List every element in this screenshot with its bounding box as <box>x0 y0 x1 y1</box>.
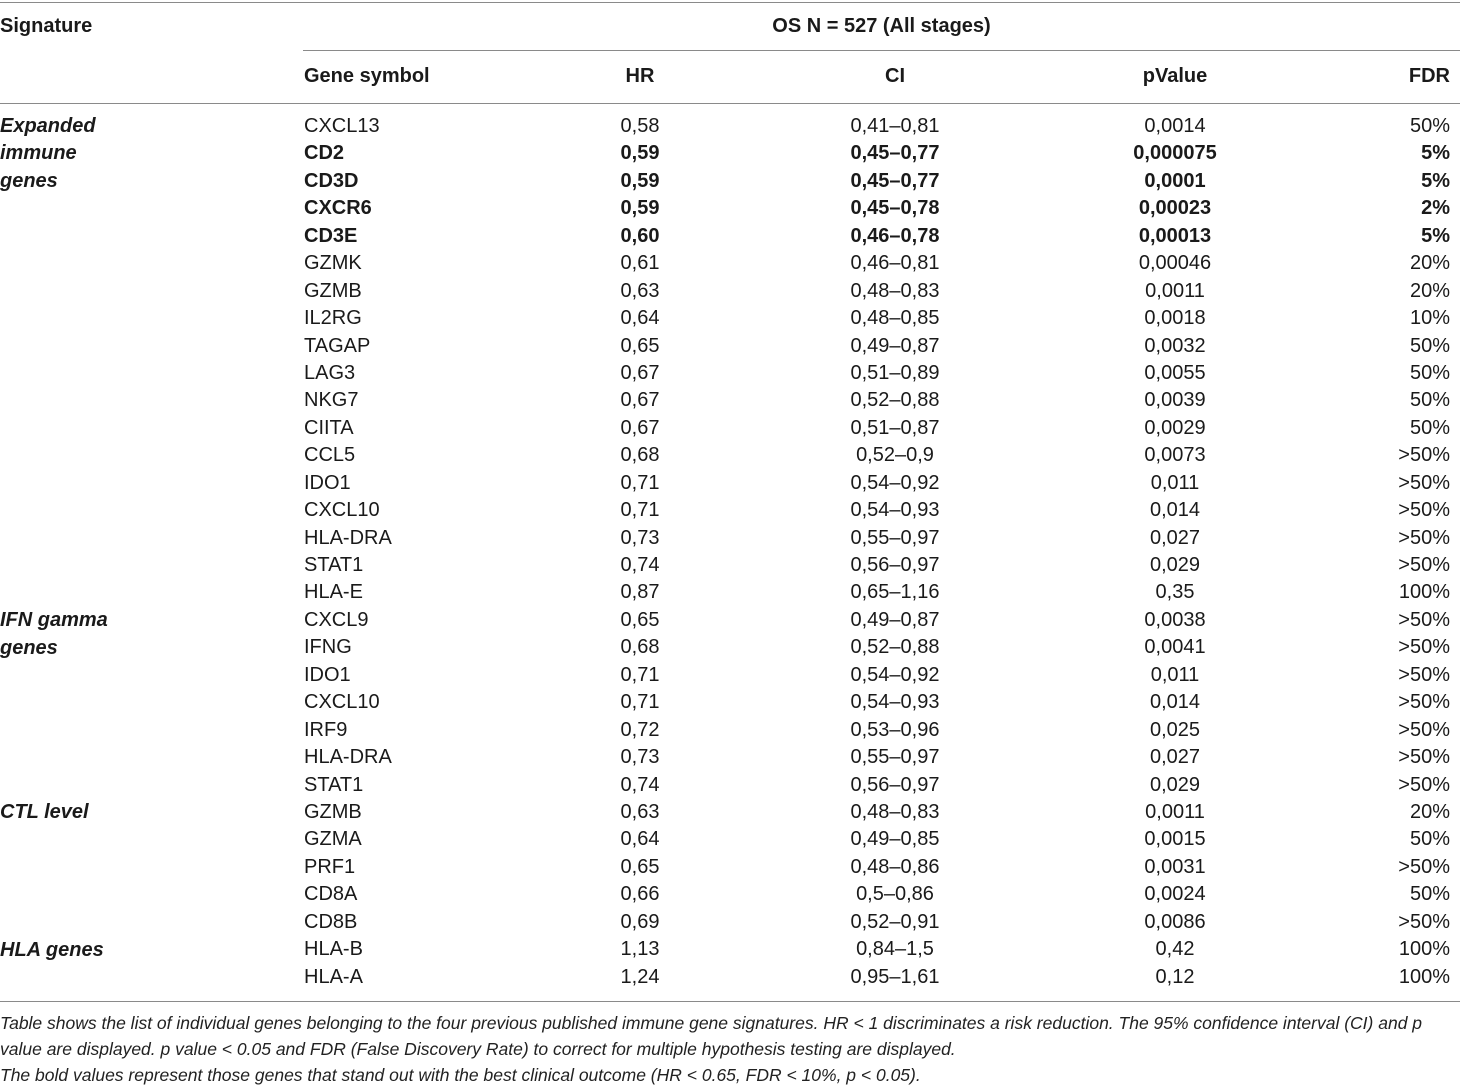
fdr-cell: >50% <box>1398 526 1450 549</box>
gene-symbol-cell: CD3E <box>304 224 358 247</box>
table-row <box>0 250 1460 277</box>
table-row <box>0 278 1460 305</box>
table-row <box>0 607 1460 634</box>
pvalue-cell: 0,0031 <box>1144 855 1206 878</box>
table-row <box>0 387 1460 414</box>
ci-cell: 0,52–0,88 <box>850 389 940 412</box>
hr-cell: 0,74 <box>620 773 660 796</box>
fdr-cell: 50% <box>1409 361 1450 384</box>
hr-cell: 0,68 <box>620 444 660 467</box>
gene-symbol-cell: CXCL10 <box>304 691 380 714</box>
table-row <box>0 579 1460 606</box>
hr-cell: 0,59 <box>620 197 660 220</box>
hr-cell: 0,87 <box>620 581 660 604</box>
table-row <box>0 195 1460 222</box>
pvalue-cell: 0,025 <box>1149 718 1201 741</box>
ci-cell: 0,54–0,92 <box>850 471 940 494</box>
signature-label-line: genes <box>0 169 58 192</box>
table-row <box>0 662 1460 689</box>
table-row <box>0 881 1460 908</box>
gene-symbol-cell: CXCL9 <box>304 608 369 631</box>
table-row <box>0 223 1460 250</box>
gene-symbol-cell: IL2RG <box>304 307 362 330</box>
pvalue-cell: 0,0001 <box>1144 169 1206 192</box>
table-row <box>0 552 1460 579</box>
gene-symbol-cell: HLA-DRA <box>304 526 392 549</box>
pvalue-cell: 0,014 <box>1149 691 1201 714</box>
fdr-cell: >50% <box>1398 636 1450 659</box>
signature-label-line: immune <box>0 142 77 165</box>
hr-cell: 0,71 <box>620 691 660 714</box>
table-row <box>0 936 1460 963</box>
ci-cell: 0,48–0,83 <box>850 279 940 302</box>
fdr-cell: >50% <box>1398 663 1450 686</box>
pvalue-cell: 0,00013 <box>1138 224 1212 247</box>
ci-cell: 0,53–0,96 <box>850 718 940 741</box>
ci-cell: 0,41–0,81 <box>850 115 940 137</box>
table-row <box>0 140 1460 167</box>
table-row <box>0 799 1460 826</box>
pvalue-cell: 0,027 <box>1149 746 1201 769</box>
pvalue-cell: 0,011 <box>1150 663 1200 686</box>
gene-symbol-cell: GZMB <box>304 279 362 302</box>
gene-symbol-cell: HLA-A <box>304 965 363 988</box>
gene-symbol-cell: CCL5 <box>304 444 356 467</box>
table-row <box>0 964 1460 991</box>
pvalue-cell: 0,0086 <box>1144 910 1206 933</box>
ci-cell: 0,84–1,5 <box>856 938 934 961</box>
table-row <box>0 689 1460 716</box>
hr-cell: 1,13 <box>620 938 660 961</box>
table-row <box>0 854 1460 881</box>
fdr-cell: 20% <box>1409 800 1450 823</box>
ci-header: CI <box>885 65 905 87</box>
gene-symbol-cell: CD2 <box>304 142 345 165</box>
table-row <box>0 305 1460 332</box>
table-row <box>0 168 1460 195</box>
fdr-cell: 5% <box>1421 224 1450 247</box>
gene-symbol-cell: HLA-B <box>304 938 363 961</box>
signature-group-label <box>0 113 160 195</box>
footnote-line-1: Table shows the list of individual genes belonging to the four previous published immune gene signatures. HR < 1 discriminates a risk reduction. The 95% confidence interval (CI) and p value are displayed. p value < 0.05 and FDR (False Discovery Rate) to correct for multiple hypothesis testing are displayed. <box>0 1013 1423 1059</box>
top-rule <box>0 2 1460 3</box>
fdr-cell: 100% <box>1398 581 1450 604</box>
table-row <box>0 415 1460 442</box>
hr-cell: 0,74 <box>620 554 660 576</box>
pvalue-cell: 0,0011 <box>1145 279 1205 302</box>
gene-symbol-cell: STAT1 <box>304 554 364 576</box>
pvalue-cell: 0,0015 <box>1144 828 1206 851</box>
signature-label-line: genes <box>0 636 58 659</box>
ci-cell: 0,54–0,93 <box>850 499 940 522</box>
signature-label-line: IFN gamma <box>0 609 108 632</box>
pvalue-cell: 0,0038 <box>1144 608 1206 631</box>
signature-label-line: Expanded <box>0 115 96 137</box>
gene-symbol-cell: HLA-DRA <box>304 746 392 769</box>
table-row <box>0 113 1460 140</box>
hr-cell: 0,63 <box>620 800 660 823</box>
table-row <box>0 634 1460 661</box>
fdr-cell: 50% <box>1409 828 1450 851</box>
pvalue-cell: 0,42 <box>1155 938 1195 961</box>
pvalue-cell: 0,0029 <box>1144 416 1206 439</box>
gene-symbol-cell: CIITA <box>304 416 354 439</box>
os-header-rule <box>303 50 1460 51</box>
ci-cell: 0,48–0,83 <box>850 800 940 823</box>
fdr-cell: >50% <box>1398 773 1450 796</box>
fdr-cell: 100% <box>1398 938 1450 961</box>
table-row <box>0 744 1460 771</box>
fdr-cell: >50% <box>1398 691 1450 714</box>
fdr-cell: 20% <box>1409 279 1450 302</box>
gene-symbol-cell: GZMA <box>304 828 362 851</box>
hr-cell: 0,65 <box>620 608 660 631</box>
hr-cell: 0,65 <box>620 855 660 878</box>
table-row <box>0 772 1460 799</box>
fdr-cell: 50% <box>1409 334 1450 357</box>
gene-symbol-cell: TAGAP <box>304 334 371 357</box>
pvalue-cell: 0,00023 <box>1138 197 1212 220</box>
table-row <box>0 333 1460 360</box>
gene-symbol-cell: IDO1 <box>304 663 351 686</box>
gene-symbol-cell: CXCR6 <box>304 197 372 220</box>
pvalue-cell: 0,0041 <box>1144 636 1206 659</box>
gene-symbol-cell: LAG3 <box>304 361 356 384</box>
hr-cell: 0,67 <box>620 389 660 412</box>
fdr-cell: 20% <box>1409 252 1450 275</box>
hr-cell: 0,72 <box>620 718 660 741</box>
pvalue-cell: 0,00046 <box>1138 252 1212 275</box>
hr-cell: 0,64 <box>620 828 660 851</box>
pvalue-cell: 0,0055 <box>1144 361 1206 384</box>
gene-symbol-cell: CD3D <box>304 169 359 192</box>
pvalue-cell: 0,000075 <box>1133 142 1217 165</box>
table-row <box>0 717 1460 744</box>
fdr-cell: >50% <box>1398 746 1450 769</box>
fdr-cell: >50% <box>1398 608 1450 631</box>
fdr-cell: >50% <box>1398 499 1450 522</box>
fdr-cell: 100% <box>1398 965 1450 988</box>
hr-cell: 0,67 <box>620 416 660 439</box>
table-body <box>0 113 1460 991</box>
ci-cell: 0,54–0,92 <box>850 663 940 686</box>
ci-cell: 0,52–0,9 <box>856 444 934 467</box>
ci-cell: 0,45–0,78 <box>850 197 940 220</box>
fdr-cell: 5% <box>1421 169 1450 192</box>
ci-cell: 0,49–0,87 <box>850 608 940 631</box>
pvalue-cell: 0,0011 <box>1145 800 1205 823</box>
gene-symbol-cell: NKG7 <box>304 389 359 412</box>
hr-cell: 0,68 <box>620 636 660 659</box>
signature-label-line: CTL level <box>0 801 89 824</box>
fdr-header: FDR <box>1408 65 1450 87</box>
hr-cell: 0,61 <box>620 252 660 275</box>
fdr-cell: 10% <box>1409 307 1450 330</box>
table-row <box>0 470 1460 497</box>
pvalue-cell: 0,35 <box>1155 581 1195 604</box>
gene-symbol-cell: GZMK <box>304 252 362 275</box>
hr-cell: 0,64 <box>620 307 660 330</box>
hr-cell: 0,59 <box>620 169 660 192</box>
gene-symbol-cell: IFNG <box>304 636 352 659</box>
gene-symbol-cell: STAT1 <box>304 773 364 796</box>
ci-cell: 0,52–0,91 <box>850 910 940 933</box>
hr-cell: 0,69 <box>620 910 660 933</box>
gene-symbol-cell: GZMB <box>304 800 362 823</box>
hr-cell: 0,65 <box>620 334 660 357</box>
pvalue-cell: 0,027 <box>1149 526 1201 549</box>
ci-cell: 0,95–1,61 <box>850 965 940 988</box>
pvalue-cell: 0,0032 <box>1144 334 1206 357</box>
gene-symbol-cell: IDO1 <box>304 471 351 494</box>
fdr-cell: >50% <box>1398 471 1450 494</box>
pvalue-cell: 0,0018 <box>1144 307 1206 330</box>
table-row <box>0 442 1460 469</box>
gene-symbol-cell: CXCL13 <box>304 115 380 137</box>
fdr-cell: 50% <box>1409 883 1450 906</box>
hr-cell: 0,71 <box>620 663 660 686</box>
hr-cell: 1,24 <box>620 965 660 988</box>
pvalue-cell: 0,0024 <box>1144 883 1206 906</box>
table-row <box>0 360 1460 387</box>
fdr-cell: 2% <box>1421 197 1450 220</box>
gene-symbol-cell: IRF9 <box>304 718 348 741</box>
ci-cell: 0,54–0,93 <box>850 691 940 714</box>
gene-symbol-cell: CXCL10 <box>304 499 380 522</box>
signature-label-line: HLA genes <box>0 938 104 961</box>
gene-symbol-cell: CD8B <box>304 910 358 933</box>
ci-cell: 0,46–0,81 <box>850 252 940 275</box>
ci-cell: 0,45–0,77 <box>850 169 940 192</box>
pvalue-cell: 0,0073 <box>1144 444 1206 467</box>
pvalue-cell: 0,12 <box>1155 965 1195 988</box>
gene-symbol-cell: CD8A <box>304 883 358 906</box>
hr-cell: 0,71 <box>620 499 660 522</box>
bottom-rule <box>0 1001 1460 1002</box>
table-row <box>0 826 1460 853</box>
hr-cell: 0,63 <box>620 279 660 302</box>
hr-cell: 0,59 <box>620 142 660 165</box>
fdr-cell: >50% <box>1398 910 1450 933</box>
pvalue-cell: 0,0014 <box>1144 115 1206 137</box>
ci-cell: 0,48–0,86 <box>850 855 940 878</box>
ci-cell: 0,49–0,85 <box>850 828 940 851</box>
hr-cell: 0,73 <box>620 526 660 549</box>
table-row <box>0 909 1460 936</box>
table-row <box>0 497 1460 524</box>
gene-symbol-cell: PRF1 <box>304 855 356 878</box>
fdr-cell: >50% <box>1398 718 1450 741</box>
os-group-header: OS N = 527 (All stages) <box>772 15 991 37</box>
fdr-cell: 50% <box>1409 115 1450 137</box>
fdr-cell: >50% <box>1398 554 1450 576</box>
gene-symbol-header: Gene symbol <box>304 65 430 87</box>
ci-cell: 0,49–0,87 <box>850 334 940 357</box>
header-bottom-rule <box>0 103 1460 104</box>
ci-cell: 0,45–0,77 <box>850 142 940 165</box>
pvalue-cell: 0,029 <box>1149 554 1201 576</box>
pvalue-cell: 0,011 <box>1150 471 1200 494</box>
hr-cell: 0,73 <box>620 746 660 769</box>
fdr-cell: 5% <box>1421 142 1450 165</box>
ci-cell: 0,55–0,97 <box>850 526 940 549</box>
table-row <box>0 525 1460 552</box>
hr-cell: 0,67 <box>620 361 660 384</box>
ci-cell: 0,5–0,86 <box>856 883 934 906</box>
hr-cell: 0,60 <box>620 224 660 247</box>
pvalue-cell: 0,014 <box>1149 499 1201 522</box>
fdr-cell: >50% <box>1398 855 1450 878</box>
fdr-cell: 50% <box>1409 416 1450 439</box>
fdr-cell: 50% <box>1409 389 1450 412</box>
ci-cell: 0,55–0,97 <box>850 746 940 769</box>
fdr-cell: >50% <box>1398 444 1450 467</box>
hr-header: HR <box>625 65 655 87</box>
signature-group-label <box>0 937 160 964</box>
table-footnote <box>0 1010 1460 1088</box>
signature-group-label <box>0 607 160 662</box>
ci-cell: 0,65–1,16 <box>850 581 940 604</box>
ci-cell: 0,52–0,88 <box>850 636 940 659</box>
footnote-line-2: The bold values represent those genes that stand out with the best clinical outcome (HR < 0.65, FDR < 10%, p < 0.05). <box>0 1065 921 1085</box>
hr-cell: 0,71 <box>620 471 660 494</box>
pvalue-cell: 0,029 <box>1149 773 1201 796</box>
ci-cell: 0,48–0,85 <box>850 307 940 330</box>
hr-cell: 0,58 <box>620 115 660 137</box>
signature-column-header: Signature <box>0 15 93 37</box>
ci-cell: 0,51–0,89 <box>850 361 940 384</box>
gene-symbol-cell: HLA-E <box>304 581 363 604</box>
hr-cell: 0,66 <box>620 883 660 906</box>
ci-cell: 0,56–0,97 <box>850 554 940 576</box>
ci-cell: 0,56–0,97 <box>850 773 940 796</box>
pvalue-cell: 0,0039 <box>1144 389 1206 412</box>
ci-cell: 0,51–0,87 <box>850 416 940 439</box>
pvalue-header: pValue <box>1142 65 1208 87</box>
signature-group-label <box>0 799 160 826</box>
ci-cell: 0,46–0,78 <box>850 224 940 247</box>
